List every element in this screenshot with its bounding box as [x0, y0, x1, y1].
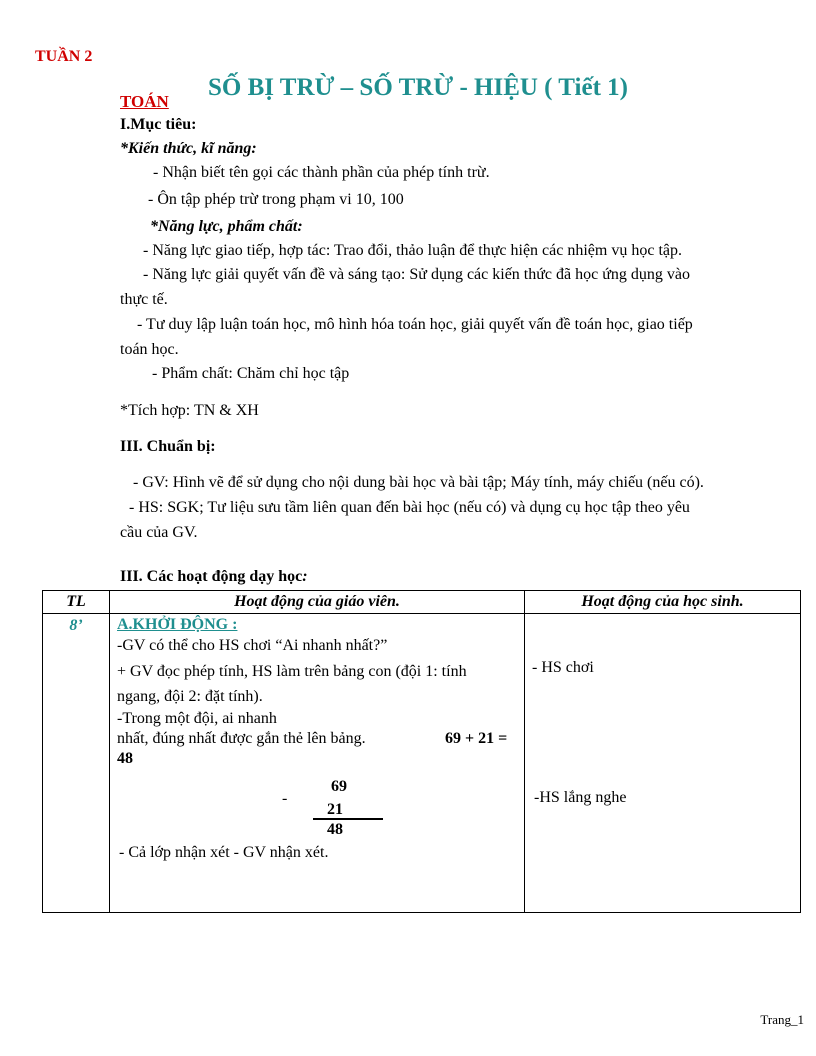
activity-title: A.KHỞI ĐỘNG :: [117, 616, 238, 633]
activities-heading-colon: :: [302, 568, 308, 585]
competence-heading: *Năng lực, phẩm chất:: [150, 218, 303, 235]
table-row: [43, 614, 801, 913]
activities-heading: [120, 567, 308, 587]
teacher-line-1: -GV có thể cho HS chơi “Ai nhanh nhất?”: [117, 637, 388, 654]
column-header-student: Hoạt động của học sinh.: [525, 591, 801, 614]
teacher-line-2: + GV đọc phép tính, HS làm trên bảng con (đội 1: tính: [117, 663, 467, 680]
activities-table: [42, 590, 801, 913]
knowledge-item-1: - Nhận biết tên gọi các thành phần của phép tính trừ.: [153, 164, 490, 181]
competence-item-3: - Tư duy lập luận toán học, mô hình hóa toán học, giải quyết vấn đề toán học, giao tiếp: [137, 316, 693, 333]
integration-note: *Tích hợp: TN & XH: [120, 402, 259, 419]
objectives-heading: I.Mục tiêu:: [120, 116, 197, 133]
equation-result: 48: [117, 750, 133, 767]
lesson-title: SỐ BỊ TRỪ – SỐ TRỪ - HIỆU ( Tiết 1): [208, 74, 628, 101]
subject-label: TOÁN: [120, 92, 169, 111]
competence-item-2: - Năng lực giải quyết vấn đề và sáng tạo: Sử dụng các kiến thức đã học ứng dụng vào: [143, 266, 690, 283]
knowledge-heading: *Kiến thức, kĩ năng:: [120, 140, 257, 157]
week-label: TUẦN 2: [35, 48, 93, 65]
preparation-hs-cont: cầu của GV.: [120, 524, 198, 541]
student-line-2: -HS lắng nghe: [534, 789, 627, 806]
minus-sign: -: [282, 790, 288, 807]
preparation-heading: III. Chuẩn bị:: [120, 438, 216, 455]
teacher-line-6: - Cả lớp nhận xét - GV nhận xét.: [119, 844, 329, 861]
time-value: 8’: [69, 617, 83, 634]
competence-item-3-cont: toán học.: [120, 341, 179, 358]
column-subtraction-result: 48: [327, 821, 343, 838]
competence-item-2-cont: thực tế.: [120, 291, 168, 308]
table-header-row: [43, 591, 801, 614]
column-header-teacher: Hoạt động của giáo viên.: [110, 591, 525, 614]
column-subtraction-middle: 21: [327, 801, 343, 818]
preparation-hs: - HS: SGK; Tư liệu sưu tầm liên quan đến bài học (nếu có) và dụng cụ học tập theo yêu: [129, 499, 690, 516]
quality-item: - Phẩm chất: Chăm chỉ học tập: [152, 365, 350, 382]
student-cell: [525, 614, 801, 913]
activities-heading-text: III. Các hoạt động dạy học: [120, 568, 303, 585]
equation: 69 + 21 =: [445, 730, 508, 747]
preparation-gv: - GV: Hình vẽ để sử dụng cho nội dung bài học và bài tập; Máy tính, máy chiếu (nếu có).: [133, 474, 704, 491]
column-subtraction-rule: [313, 818, 383, 820]
column-header-time: TL: [43, 591, 110, 614]
teacher-line-5: nhất, đúng nhất được gắn thẻ lên bảng.: [117, 730, 366, 747]
knowledge-item-2: - Ôn tập phép trừ trong phạm vi 10, 100: [148, 191, 404, 208]
page-number: Trang_1: [760, 1012, 804, 1027]
teacher-cell: [110, 614, 525, 913]
teacher-line-3: ngang, đội 2: đặt tính).: [117, 688, 263, 705]
competence-item-1: - Năng lực giao tiếp, hợp tác: Trao đổi, thảo luận để thực hiện các nhiệm vụ học tập.: [143, 242, 682, 259]
time-cell: [43, 614, 110, 913]
column-subtraction-top: 69: [331, 778, 347, 795]
teacher-line-4: -Trong một đội, ai nhanh: [117, 710, 277, 727]
student-line-1: - HS chơi: [532, 659, 594, 676]
